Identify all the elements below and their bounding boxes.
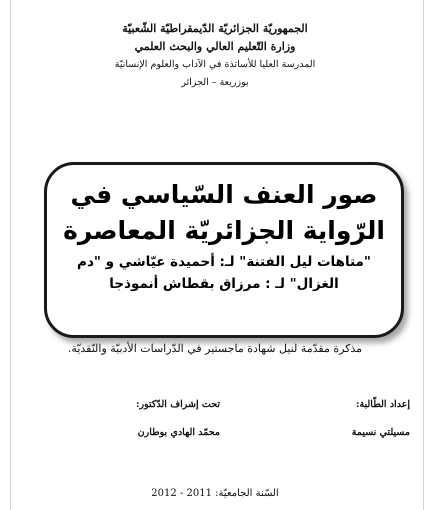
supervisor-block	[60, 396, 220, 442]
ministry-line: وزارة التّعليم العالي والبحث العلمي	[134, 40, 296, 53]
thesis-purpose: مذكرة مقدّمة لنيل شهادة ماجستير في الدّراسات الأدبيّة والنّقديّة.	[67, 342, 363, 355]
thesis-title-box	[44, 162, 404, 338]
academic-year: السّنة الجامعيّة: 2011 - 2012	[151, 488, 279, 499]
title-subtitle: "متاهات ليل الفتنة" لـ: أحميدة عيّاشي و "دم الغزال" لـ : مرزاق بقطاش أنموذجا	[77, 254, 371, 292]
location-line: بوزريعة – الجزائر	[181, 77, 249, 88]
title-line-2: الرّواية الجزائريّة المعاصرة	[63, 216, 385, 245]
supervisor-name: محمّد الهادي بوطارن	[137, 427, 220, 438]
student-label: إعداد الطّالبة:	[355, 399, 410, 410]
title-line-1: صور العنف السّياسي في	[70, 180, 378, 209]
supervisor-label: تحت إشراف الدّكتور:	[136, 399, 220, 410]
page-edge-left	[10, 0, 11, 510]
institution-header	[20, 20, 410, 92]
page-edge-right	[423, 0, 424, 510]
student-block	[260, 396, 410, 442]
republic-line: الجمهوريّة الجزائريّة الدّيمقراطيّة الشّعبيّة	[122, 22, 308, 35]
student-name: مسيلتي نسيمة	[351, 427, 410, 438]
school-line: المدرسة العليا للأساتذة في الآداب والعلوم الإنسانيّة	[114, 59, 316, 70]
